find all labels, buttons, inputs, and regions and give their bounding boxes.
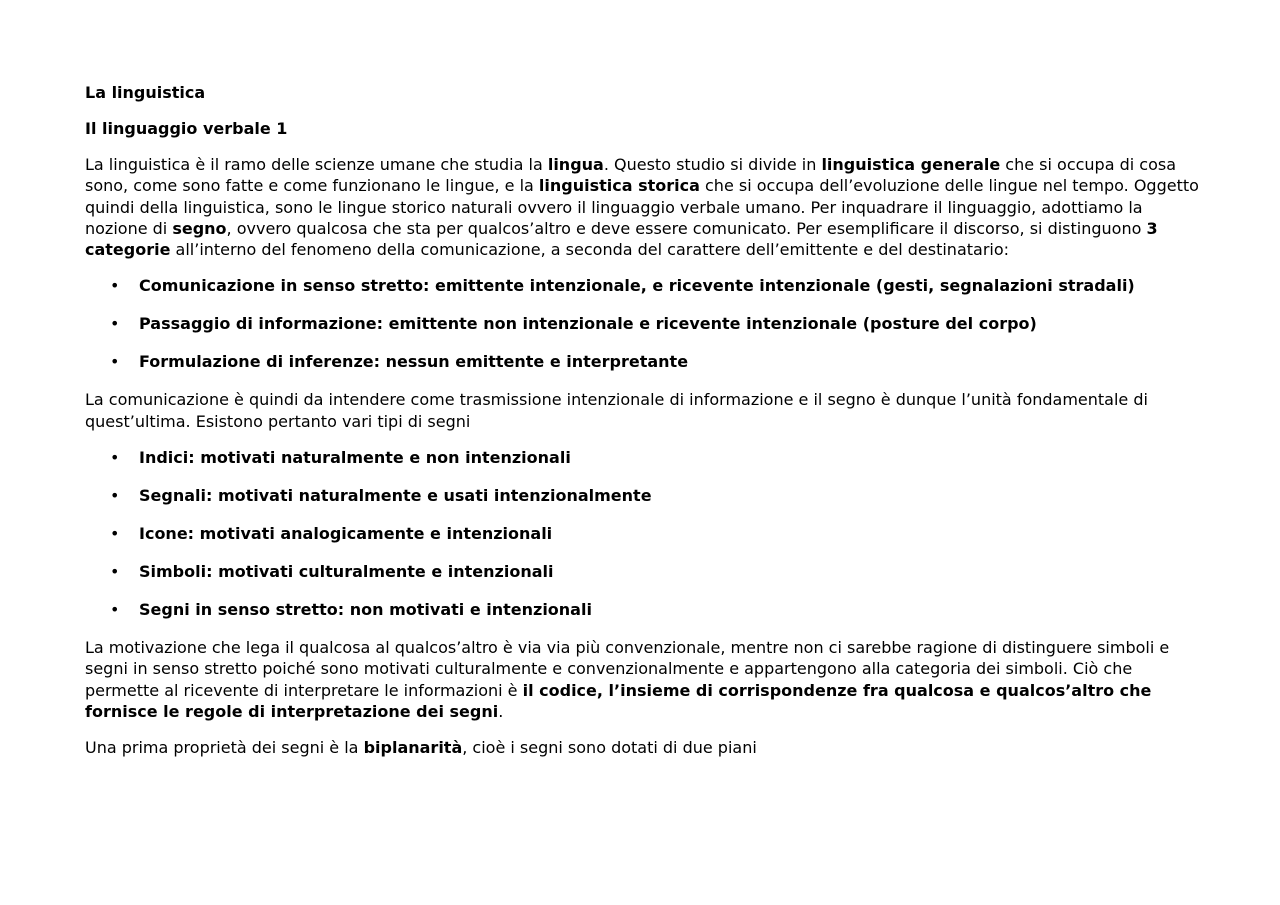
list-item-text: Simboli: motivati culturalmente e intenzionali	[139, 562, 554, 582]
list-item	[85, 313, 1200, 334]
list-item-text: Segnali: motivati naturalmente e usati intenzionalmente	[139, 486, 652, 506]
list-item	[85, 523, 1200, 544]
bold-term-codice: il codice, l’insieme di corrispondenze fra qualcosa e qualcos’altro che fornisce le regole di interpretazione dei segni	[85, 680, 1152, 721]
list-item	[85, 599, 1200, 620]
paragraph-biplanarity	[85, 737, 1200, 758]
text-run: La motivazione che lega il qualcosa al qualcos’altro è via via più convenzionale, mentre non ci sarebbe ragione di distinguere simboli e segni in senso stretto poiché sono motivati culturalmente e convenzionalmente e appartengono alla categoria dei simboli. Ciò che permette al ricevente di interpretare le informazioni è	[85, 638, 1170, 700]
bold-term-segno: segno	[172, 218, 227, 238]
list-item-text: Formulazione di inferenze: nessun emittente e interpretante	[139, 352, 689, 372]
text-run: Una prima proprietà dei segni è la	[85, 738, 364, 758]
list-item-text: Passaggio di informazione: emittente non intenzionale e ricevente intenzionale (posture del corpo)	[139, 314, 1037, 334]
list-item	[85, 275, 1200, 296]
bold-term-linguistica-storica: linguistica storica	[538, 176, 700, 196]
bullet-icon: •	[110, 486, 120, 506]
list-item	[85, 351, 1200, 372]
document-title: La linguistica	[85, 83, 206, 102]
bold-term-lingua: lingua	[547, 155, 604, 174]
bullet-icon: •	[110, 524, 120, 544]
communication-categories-list	[85, 275, 1200, 372]
bullet-icon: •	[110, 276, 120, 296]
list-item	[85, 447, 1200, 468]
bullet-icon: •	[110, 448, 120, 468]
list-item-text: Indici: motivati naturalmente e non intenzionali	[139, 448, 571, 468]
text-run: .	[498, 701, 504, 721]
bullet-icon: •	[110, 352, 120, 372]
text-run: , cioè i segni sono dotati di due piani	[462, 738, 757, 758]
list-item	[85, 561, 1200, 582]
bold-term-linguistica-generale: linguistica generale	[821, 155, 1001, 174]
text-run: che si occupa dell’evoluzione delle lingue nel tempo. Oggetto quindi della linguistica, sono le lingue storico naturali ovvero il linguaggio verbale umano. Per inquadrare il linguaggio, adottiamo la nozione di	[85, 176, 1199, 238]
list-item-text: Comunicazione in senso stretto: emittente intenzionale, e ricevente intenzionale (gesti, segnalazioni stradali)	[139, 276, 1135, 296]
paragraph-intro	[85, 154, 1200, 260]
list-item	[85, 485, 1200, 506]
sign-types-list	[85, 447, 1200, 620]
text-run: che si occupa di cosa sono, come sono fatte e come funzionano le lingue, e la	[85, 155, 1177, 196]
text-run: , ovvero qualcosa che sta per qualcos’altro e deve essere comunicato. Per esemplificare il discorso, si distinguono	[226, 218, 1147, 238]
list-item-text: Icone: motivati analogicamente e intenzionali	[139, 524, 553, 544]
paragraph-motivation	[85, 637, 1200, 722]
bold-term-3-categorie: 3 categorie	[85, 218, 1158, 260]
text-run: . Questo studio si divide in	[603, 155, 822, 174]
bold-term-biplanarita: biplanarità	[363, 738, 463, 758]
text-run: La linguistica è il ramo delle scienze umane che studia la	[85, 155, 548, 174]
bullet-icon: •	[110, 314, 120, 334]
document-subtitle: Il linguaggio verbale 1	[85, 119, 288, 138]
list-item-text: Segni in senso stretto: non motivati e intenzionali	[139, 600, 592, 620]
bullet-icon: •	[110, 562, 120, 582]
paragraph-communication: La comunicazione è quindi da intendere come trasmissione intenzionale di informazione e il segno è dunque l’unità fondamentale di quest’ultima. Esistono pertanto vari tipi di segni	[85, 390, 1148, 431]
text-run: all’interno del fenomeno della comunicazione, a seconda del carattere dell’emittente e del destinatario:	[170, 240, 1010, 260]
bullet-icon: •	[110, 600, 120, 620]
